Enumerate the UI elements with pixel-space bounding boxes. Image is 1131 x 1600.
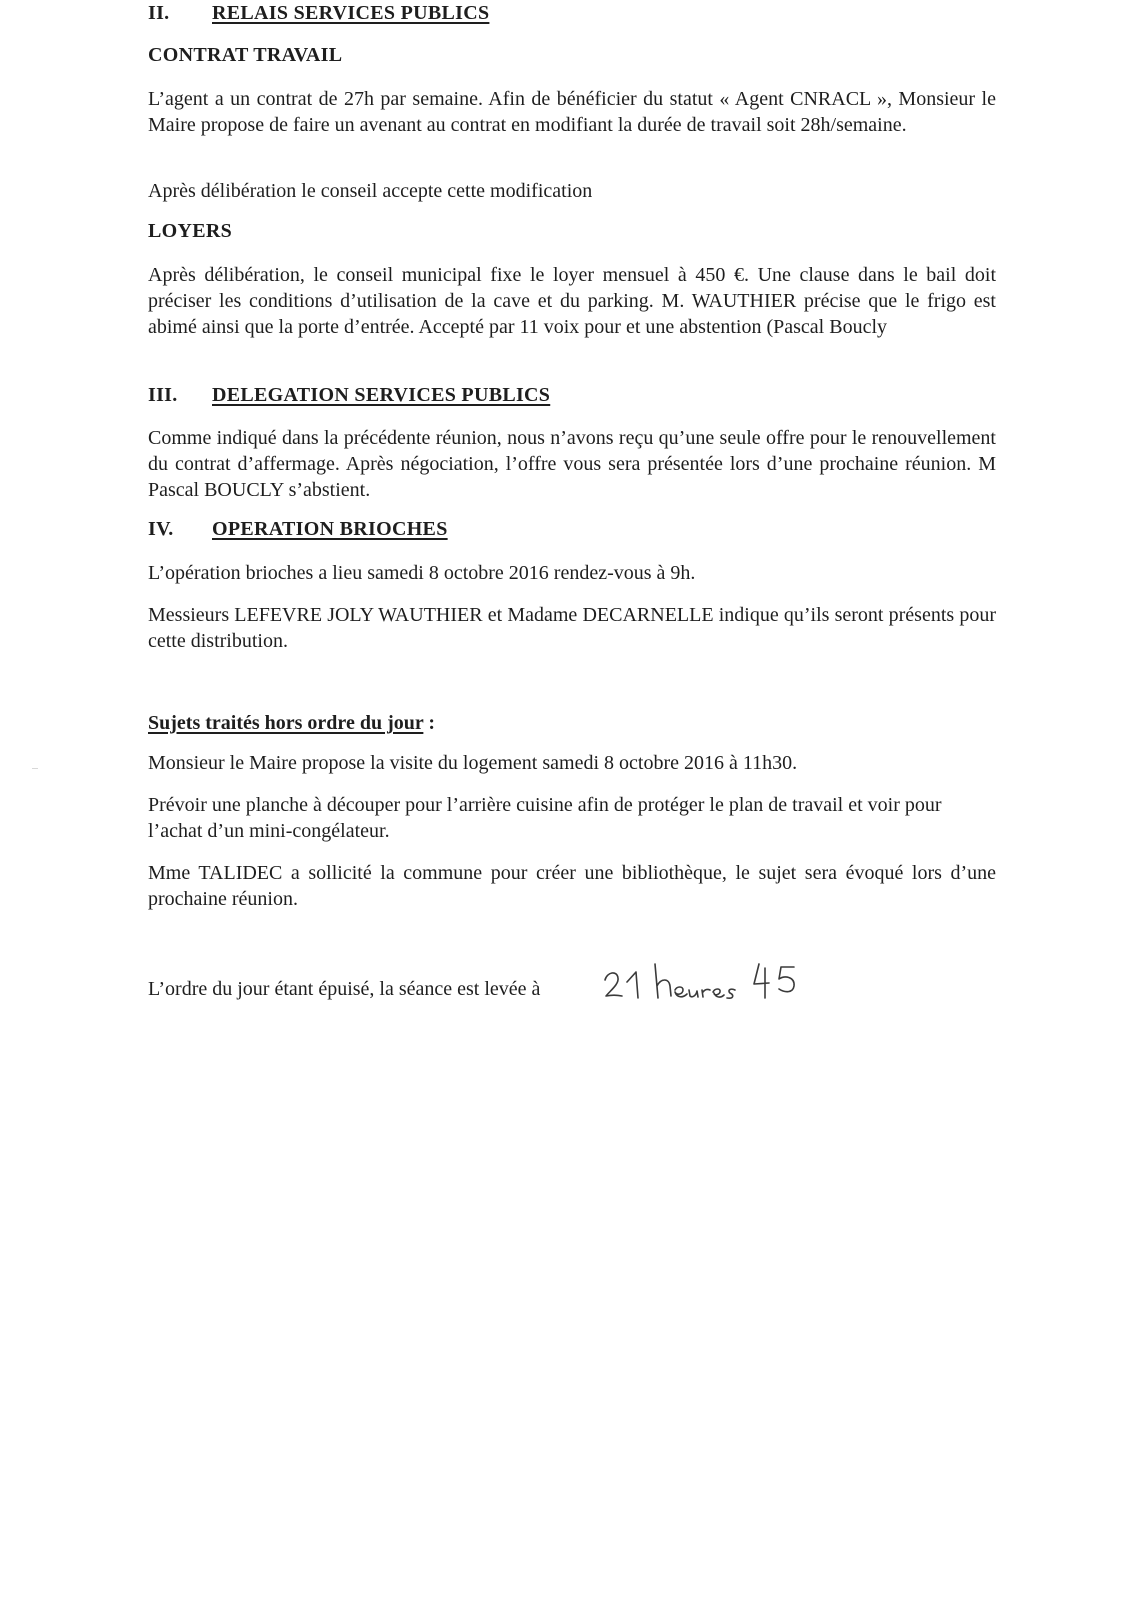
hors-ordre-paragraph-3: Mme TALIDEC a sollicité la commune pour créer une bibliothèque, le sujet sera évoqué lors d’une prochaine réunion. (148, 862, 996, 910)
hors-ordre-paragraph-2: Prévoir une planche à découper pour l’arrière cuisine afin de protéger le plan de travail et voir pour l’achat d’un mini-congélateur. (148, 794, 942, 842)
section-3-title: DELEGATION SERVICES PUBLICS (212, 384, 551, 406)
closing-statement: L’ordre du jour étant épuisé, la séance est levée à (148, 978, 541, 1000)
hors-ordre-colon: : (423, 712, 436, 734)
loyers-heading: LOYERS (148, 220, 233, 242)
brioches-paragraph-1: L’opération brioches a lieu samedi 8 octobre 2016 rendez-vous à 9h. (148, 562, 696, 584)
section-2-heading (148, 2, 489, 25)
section-4-heading (148, 518, 448, 541)
section-4-number: IV. (148, 518, 174, 540)
section-4-title: OPERATION BRIOCHES (212, 518, 448, 540)
handwritten-time (603, 960, 813, 1006)
contrat-paragraph-2: Après délibération le conseil accepte cette modification (148, 180, 593, 202)
hors-ordre-heading (148, 712, 435, 735)
section-3-number: III. (148, 384, 178, 406)
contrat-travail-heading: CONTRAT TRAVAIL (148, 44, 343, 66)
brioches-paragraph-2: Messieurs LEFEVRE JOLY WAUTHIER et Madame DECARNELLE indique qu’ils seront présents pour cette distribution. (148, 604, 996, 652)
delegation-paragraph: Comme indiqué dans la précédente réunion, nous n’avons reçu qu’une seule offre pour le renouvellement du contrat d’affermage. Après négociation, l’offre vous sera présentée lors d’une prochaine réunion. M Pascal BOUCLY s’abstient. (148, 427, 996, 501)
hors-ordre-title: Sujets traités hors ordre du jour (148, 712, 424, 734)
section-2-title: RELAIS SERVICES PUBLICS (212, 2, 490, 24)
hors-ordre-paragraph-1: Monsieur le Maire propose la visite du logement samedi 8 octobre 2016 à 11h30. (148, 752, 798, 774)
section-2-number: II. (148, 2, 170, 24)
contrat-paragraph-1: L’agent a un contrat de 27h par semaine. Afin de bénéficier du statut « Agent CNRACL », Monsieur le Maire propose de faire un avenant au contrat en modifiant la durée de travail soit 28h/semaine. (148, 88, 996, 136)
scan-artifact (32, 768, 38, 769)
loyers-paragraph: Après délibération, le conseil municipal fixe le loyer mensuel à 450 €. Une clause dans le bail doit préciser les conditions d’utilisation de la cave et du parking. M. WAUTHIER précise que le frigo est abimé ainsi que la porte d’entrée. Accepté par 11 voix pour et une abstention (Pascal Boucly (148, 264, 996, 338)
section-3-heading (148, 384, 550, 407)
